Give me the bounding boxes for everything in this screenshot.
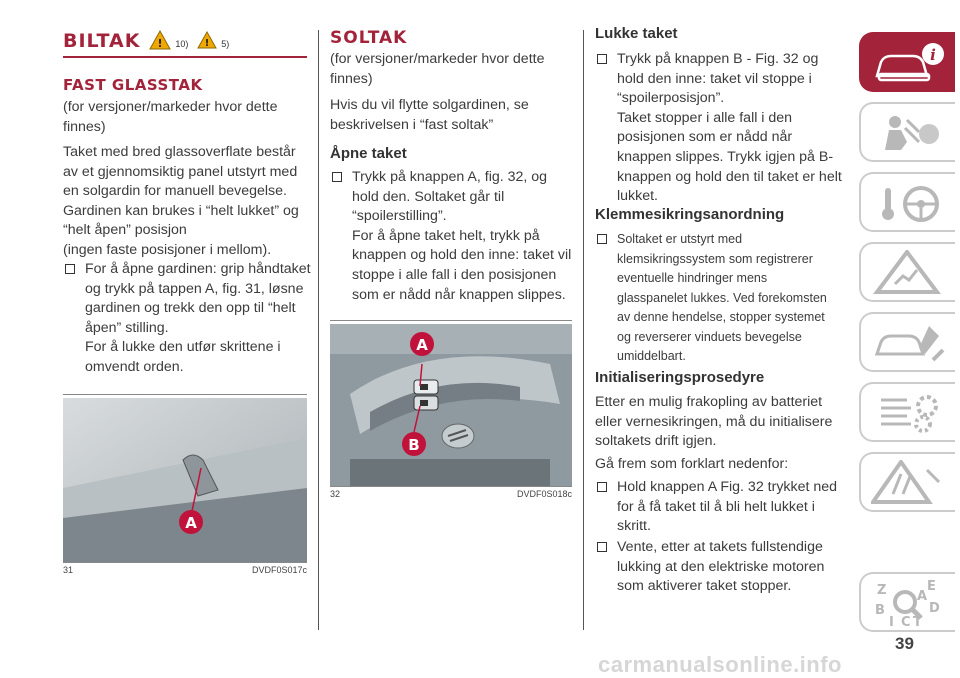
text-line: Hold knappen A Fig. 32 trykket ned (617, 479, 838, 495)
bullet-item (595, 478, 865, 537)
text-line: av denne hendelse, stopper systemet (617, 310, 825, 324)
paragraph: (for versjoner/markeder hvor dette finnes) (63, 99, 278, 135)
index-letter: B (875, 603, 885, 618)
text-line: umiddelbart. (617, 349, 686, 363)
figure-code: DVDF0S018c (516, 489, 572, 499)
text-line: Trykk på knappen B - Fig. 32 og (617, 51, 819, 67)
figure-rule (63, 562, 307, 563)
index-letter: Z (877, 583, 887, 598)
subheading: Lukke taket (595, 25, 678, 42)
paragraph: Hvis du vil flytte solgardinen, se beskrivelsen i “fast soltak” (330, 97, 529, 133)
text-line: for å få taket til å bli helt lukket i (617, 498, 815, 515)
subheading: Initialiseringsprosedyre (595, 369, 765, 386)
text-line: knappen slippes. Trykk igjen på B- (617, 148, 834, 165)
subheading: Klemmesikringsanordning (595, 206, 785, 223)
checkbox-bullet-icon (597, 54, 607, 64)
emergency-icon (871, 250, 951, 296)
tab-maintenance[interactable] (859, 312, 955, 372)
text-line: “spoilerstilling”. (352, 208, 447, 225)
subsection-title: FAST GLASSTAK (63, 76, 203, 94)
figure-rule (63, 394, 307, 395)
text-line: skritt. (617, 518, 651, 535)
checkbox-bullet-icon (597, 542, 607, 552)
warning-ref-1: 10) (175, 39, 189, 49)
text-line: Taket stopper i alle fall i den (617, 109, 793, 126)
text-line: stoppe i alle fall i den posisjonen (352, 266, 557, 283)
tab-index[interactable] (859, 572, 955, 632)
page-number: 39 (895, 634, 914, 653)
section-title-row (63, 30, 229, 52)
text-line: For å åpne gardinen: grip håndtaket (85, 261, 311, 277)
text-line: Etter en mulig frakopling av batteriet (595, 394, 823, 410)
text-line: knappen og hold den til taket er helt (617, 168, 842, 185)
text-line: glasspanelet lukkes. Ved forekomsten (617, 290, 827, 305)
warning-triangle-icon (149, 30, 171, 50)
text-line: soltakets drift igjen. (595, 433, 717, 450)
figure-rule (330, 486, 572, 487)
text-line: “helt åpen” posisjon (63, 222, 187, 239)
subheading: Åpne taket (330, 145, 407, 162)
text-line: av et gjennomsiktig panel utstyrt med (63, 163, 298, 180)
svg-text:!: ! (157, 36, 163, 50)
text-line: klemsikringssystem som registrerer (617, 251, 813, 266)
paragraph (595, 393, 843, 452)
text-line: Taket med bred glassoverflate består (63, 144, 296, 160)
index-letter: I (889, 615, 894, 628)
text-line: eller vernesikringen, må du initialisere (595, 413, 833, 430)
text-line: lukket. (617, 188, 659, 205)
svg-text:i: i (930, 46, 936, 64)
index-letter: E (927, 580, 936, 594)
warning-icon (871, 460, 951, 506)
paragraph: Gå frem som forklart nedenfor: (595, 456, 789, 472)
figure-number: 31 (63, 565, 74, 575)
index-letter: T (913, 615, 922, 628)
text-line: som er nådd når knappen slippes. (352, 286, 566, 303)
text-line: Soltaket er utstyrt med (617, 232, 743, 246)
text-line: som aktiverer taket stopper. (617, 578, 792, 595)
figure-caption (330, 489, 572, 499)
checkbox-bullet-icon (597, 234, 607, 244)
text-line: Trykk på knappen A, fig. 32, og (352, 169, 548, 185)
figure-label-b: B (408, 436, 420, 454)
index-icon (871, 580, 951, 628)
column-divider (583, 30, 584, 630)
text-line: hold den. Soltaket går til (352, 188, 505, 205)
tab-car-info[interactable] (859, 32, 955, 92)
text-line: en solgardin for manuell bevegelse. (63, 183, 287, 200)
text-line: posisjonen som er nådd når (617, 129, 793, 146)
figure-31-sunroof-blind (63, 398, 307, 562)
car-info-icon (871, 40, 951, 86)
text-line: eventuelle hindringer mens (617, 271, 768, 285)
svg-text:!: ! (204, 37, 210, 49)
section-title: SOLTAK (330, 28, 408, 48)
paragraph (63, 143, 307, 261)
tab-safety[interactable] (859, 102, 955, 162)
figure-32-sunroof-buttons (330, 324, 572, 486)
text-line: Gardinen kan brukes i “helt lukket” og (63, 202, 299, 219)
figure-code: DVDF0S017c (251, 565, 307, 575)
maintenance-icon (871, 320, 951, 366)
text-line: Vente, etter at takets fullstendige (617, 539, 823, 555)
text-line: For å åpne taket helt, trykk på (352, 227, 540, 244)
text-line: hold den inne: taket vil stoppe i (617, 70, 812, 87)
bullet-item (330, 168, 594, 305)
text-line: gardinen og trekk den opp til “helt (85, 300, 296, 317)
text-line: åpen” stilling. (85, 319, 169, 336)
bullet-item (595, 50, 865, 207)
index-letter: C (901, 615, 911, 628)
figure-label-a: A (416, 336, 428, 354)
title-rule (63, 56, 307, 58)
checkbox-bullet-icon (332, 172, 342, 182)
technical-data-icon (871, 390, 951, 436)
text-line: For å lukke den utfør skrittene i (85, 339, 281, 356)
tab-starting-driving[interactable] (859, 172, 955, 232)
text-line: lukking at den elektriske motoren (617, 558, 825, 575)
column-divider (318, 30, 319, 630)
figure-label-a: A (185, 514, 197, 532)
index-letter: A (917, 589, 928, 604)
text-line: og reverserer vinduets bevegelse (617, 329, 802, 344)
bullet-item (595, 538, 865, 597)
tab-emergency[interactable] (859, 242, 955, 302)
checkbox-bullet-icon (65, 264, 75, 274)
section-title: BILTAK (63, 30, 141, 52)
text-line: knappen og hold den inne: taket vil (352, 247, 572, 264)
text-line: omvendt orden. (85, 358, 184, 375)
safety-icon (871, 110, 951, 156)
bullet-item (595, 230, 865, 367)
text-line: (ingen faste posisjoner i mellom). (63, 241, 272, 258)
warning-triangle-icon (197, 31, 217, 49)
text-line: “spoilerposisjon”. (617, 90, 725, 107)
checkbox-bullet-icon (597, 482, 607, 492)
warning-ref-2: 5) (221, 39, 230, 49)
watermark: carmanualsonline.info (598, 652, 842, 677)
tab-warning[interactable] (859, 452, 955, 512)
paragraph: (for versjoner/markeder hvor dette finnes) (330, 51, 545, 87)
text-line: og trykk på tappen A, fig. 31, løsne (85, 280, 304, 297)
index-letter: D (929, 601, 940, 616)
bullet-item (63, 260, 329, 378)
starting-driving-icon (871, 180, 951, 226)
figure-number: 32 (330, 489, 341, 499)
tab-technical-data[interactable] (859, 382, 955, 442)
figure-caption (63, 565, 307, 575)
figure-rule (330, 320, 572, 321)
